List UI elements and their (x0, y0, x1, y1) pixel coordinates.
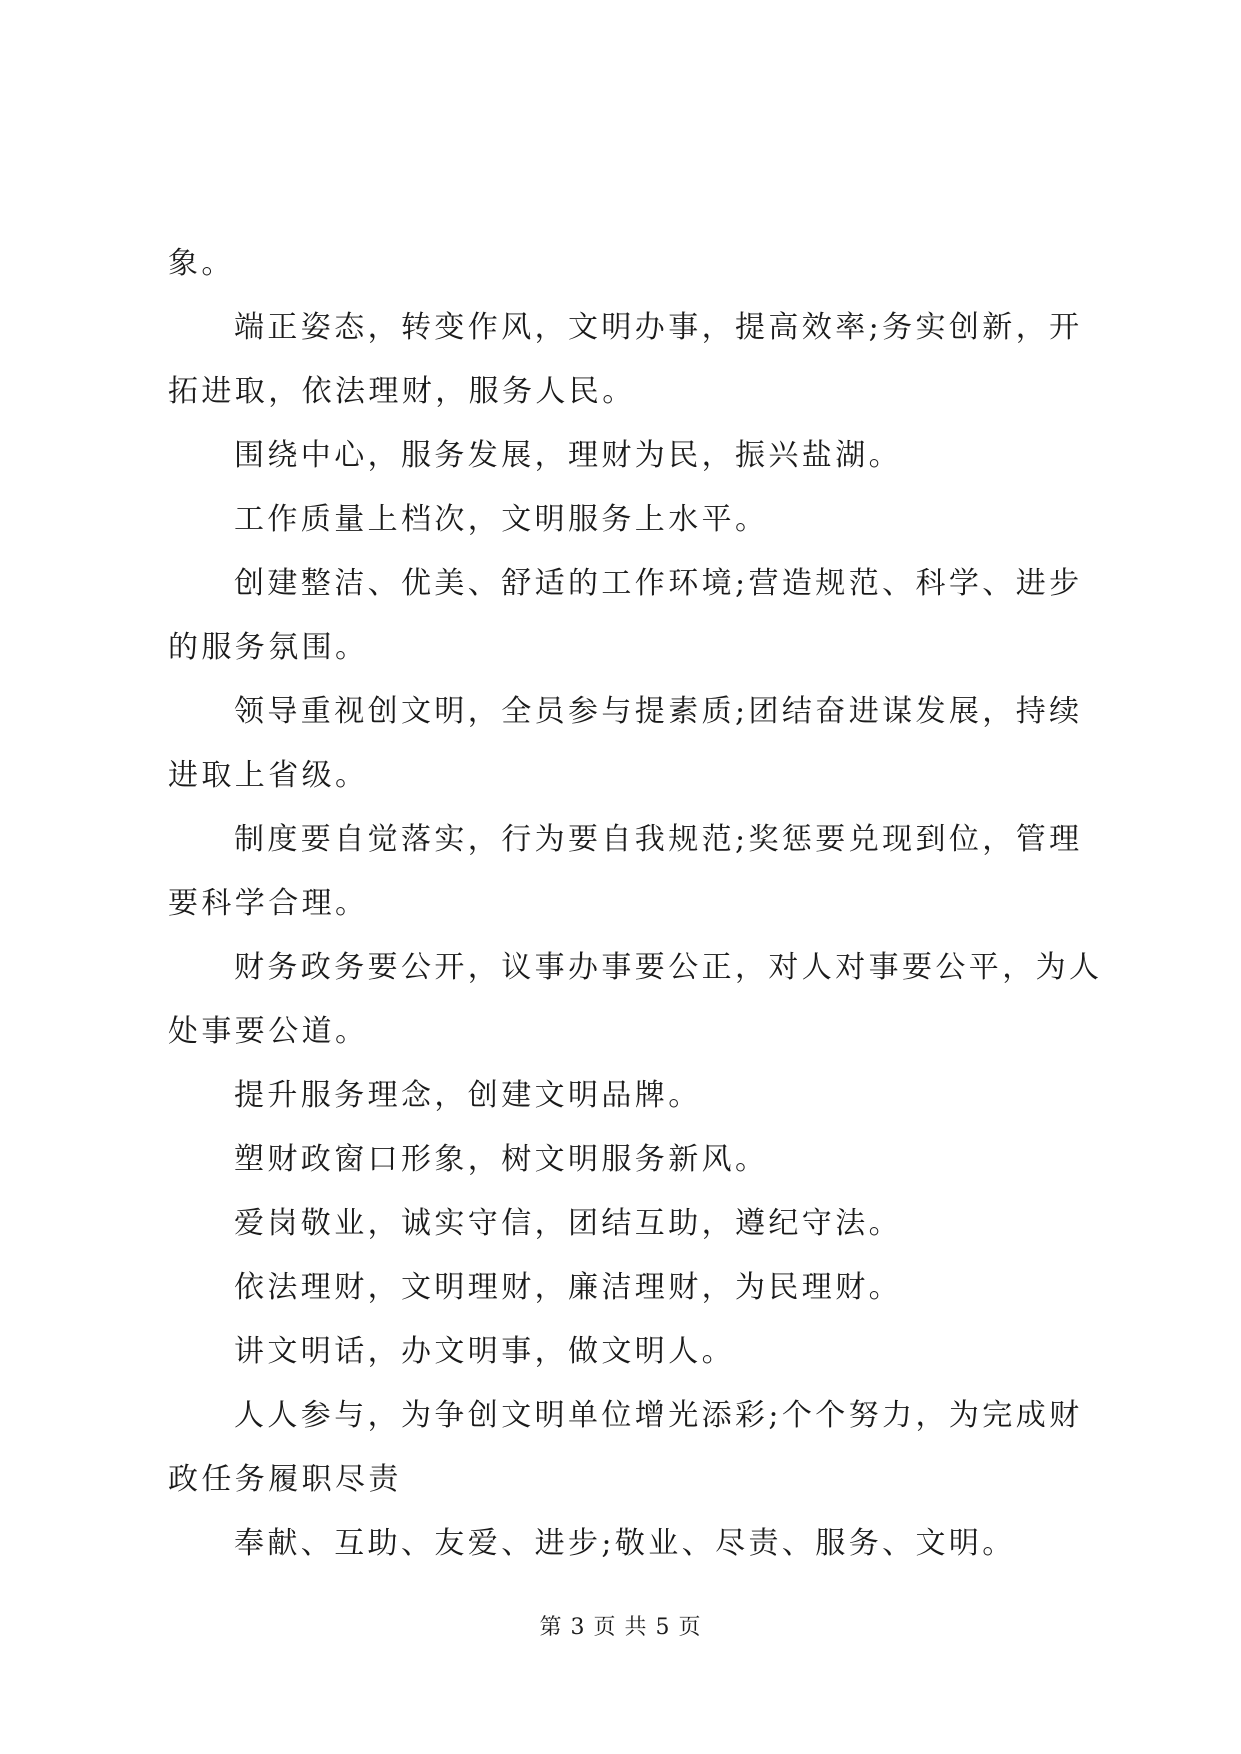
line-text: 拓进取，依法理财，服务人民。 (168, 374, 636, 409)
line-text: 讲文明话，办文明事，做文明人。 (234, 1334, 735, 1369)
text-line-7 (168, 616, 1088, 680)
line-text: 处事要公道。 (168, 1014, 369, 1049)
line-text: 的服务氛围。 (168, 630, 369, 665)
line-text: 财务政务要公开，议事办事要公正，对人对事要公平，为人 (234, 950, 1103, 985)
text-line-12 (168, 936, 1103, 1000)
text-line-10 (168, 808, 1088, 872)
line-text: 工作质量上档次，文明服务上水平。 (234, 502, 769, 537)
page-number-footer: 第 3 页 共 5 页 (539, 1615, 702, 1640)
document-body (168, 232, 1103, 1576)
line-text: 奉献、互助、友爱、进步;敬业、尽责、服务、文明。 (234, 1526, 1016, 1561)
text-line-14 (168, 1064, 1088, 1128)
line-text: 领导重视创文明，全员参与提素质;团结奋进谋发展，持续 (234, 694, 1083, 729)
text-line-16 (168, 1192, 1088, 1256)
text-line-4 (168, 424, 1088, 488)
line-text: 制度要自觉落实，行为要自我规范;奖惩要兑现到位，管理 (234, 822, 1083, 857)
text-line-18 (168, 1320, 1088, 1384)
line-text: 依法理财，文明理财，廉洁理财，为民理财。 (234, 1270, 902, 1305)
text-line-5 (168, 488, 1088, 552)
text-line-17 (168, 1256, 1088, 1320)
text-line-2 (168, 296, 1088, 360)
text-line-20 (168, 1448, 1088, 1512)
text-line-1 (168, 232, 1088, 296)
line-text: 塑财政窗口形象，树文明服务新风。 (234, 1142, 769, 1177)
text-line-11 (168, 872, 1088, 936)
line-text: 围绕中心，服务发展，理财为民，振兴盐湖。 (234, 438, 902, 473)
text-line-13 (168, 1000, 1088, 1064)
text-line-9 (168, 744, 1088, 808)
text-line-6 (168, 552, 1088, 616)
line-text: 人人参与，为争创文明单位增光添彩;个个努力，为完成财 (234, 1398, 1083, 1433)
line-text: 提升服务理念，创建文明品牌。 (234, 1078, 702, 1113)
text-line-3 (168, 360, 1088, 424)
line-text: 创建整洁、优美、舒适的工作环境;营造规范、科学、进步 (234, 566, 1083, 601)
line-text: 进取上省级。 (168, 758, 369, 793)
line-text: 要科学合理。 (168, 886, 369, 921)
text-line-21 (168, 1512, 1088, 1576)
text-line-15 (168, 1128, 1088, 1192)
line-text: 政任务履职尽责 (168, 1462, 402, 1497)
text-line-19 (168, 1384, 1088, 1448)
line-text: 象。 (168, 246, 235, 281)
text-line-8 (168, 680, 1088, 744)
line-text: 端正姿态，转变作风，文明办事，提高效率;务实创新，开 (234, 310, 1083, 345)
line-text: 爱岗敬业，诚实守信，团结互助，遵纪守法。 (234, 1206, 902, 1241)
